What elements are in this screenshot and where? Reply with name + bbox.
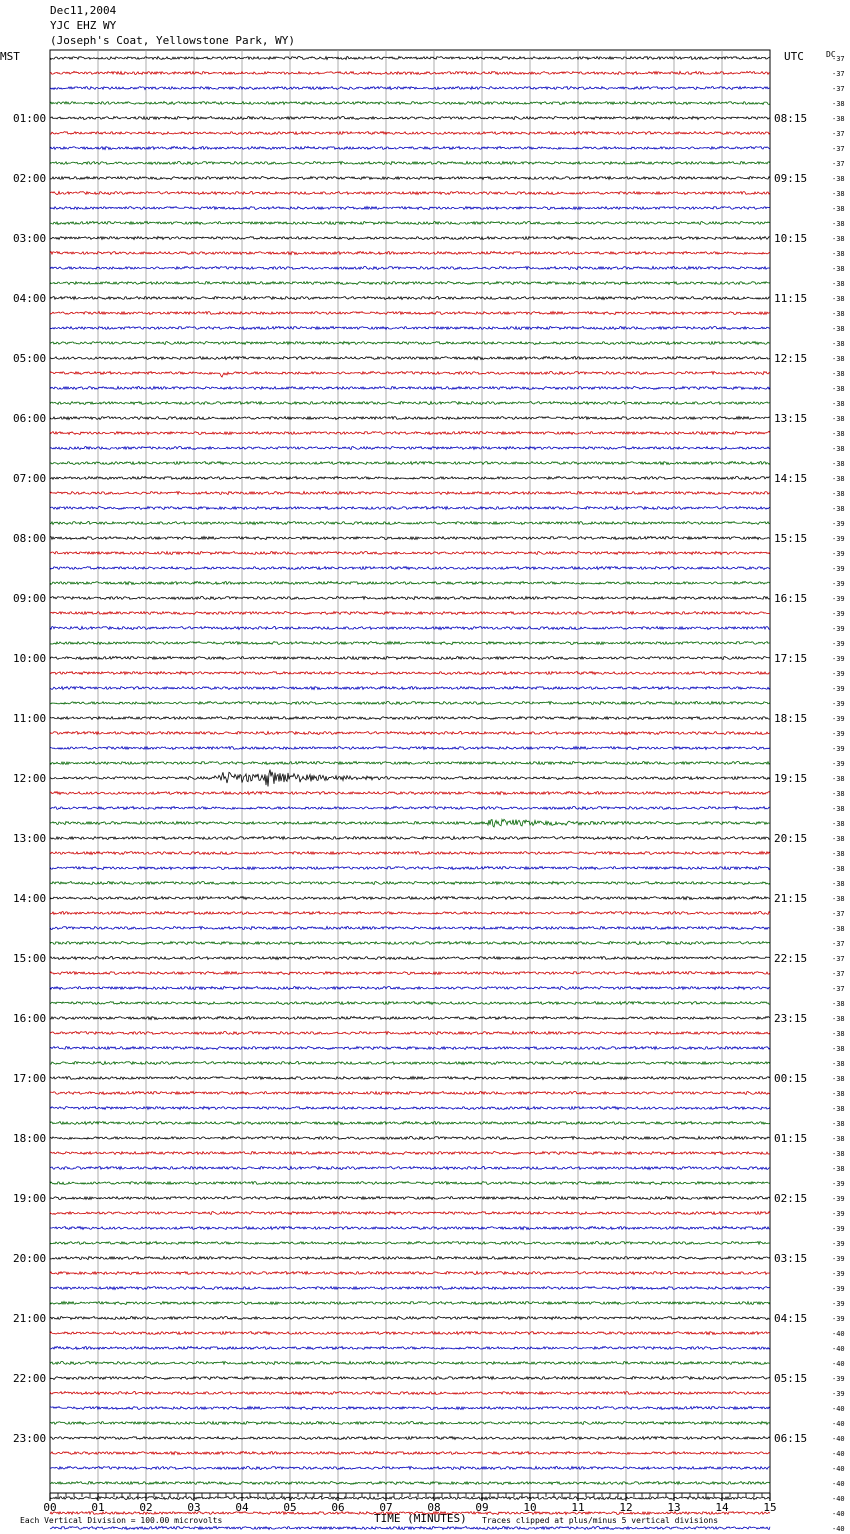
trace-line (50, 491, 770, 494)
hour-label-left: 20:00 (13, 1252, 47, 1265)
hour-label-right: 05:15 (774, 1372, 808, 1385)
trace-line (50, 806, 770, 809)
dc-offset-label: -40 (832, 1420, 845, 1428)
trace-line (50, 896, 770, 899)
trace-line (50, 1062, 770, 1065)
x-tick-label: 06 (331, 1501, 345, 1514)
trace-line (50, 770, 770, 787)
hour-label-right: 02:15 (774, 1192, 808, 1205)
trace-line (50, 791, 770, 794)
dc-offset-label: -38 (832, 325, 845, 333)
x-axis-title: TIME (MINUTES) (374, 1512, 467, 1525)
trace-line (50, 87, 770, 90)
trace-line (50, 56, 770, 59)
dc-offset-label: -38 (832, 235, 845, 243)
trace-line (50, 132, 770, 135)
trace-line (50, 1167, 770, 1170)
x-tick-label: 09 (475, 1501, 489, 1514)
hour-label-right: 16:15 (774, 592, 808, 605)
trace-line (50, 356, 770, 359)
dc-offset-label: -38 (832, 100, 845, 108)
dc-offset-label: -38 (832, 820, 845, 828)
trace-line (50, 1346, 770, 1349)
trace-line (50, 1196, 770, 1199)
dc-offset-label: -38 (832, 190, 845, 198)
dc-offset-label: -38 (832, 475, 845, 483)
dc-offset-label: -38 (832, 1135, 845, 1143)
trace-line (50, 1361, 770, 1364)
dc-offset-label: -38 (832, 490, 845, 498)
dc-offset-label: -38 (832, 1075, 845, 1083)
trace-line (50, 386, 770, 389)
trace-line (50, 237, 770, 240)
station-location: (Joseph's Coat, Yellowstone Park, WY) (50, 34, 296, 47)
hour-label-right: 03:15 (774, 1252, 808, 1265)
dc-offset-label: -40 (832, 1465, 845, 1473)
hour-label-left: 13:00 (13, 832, 47, 845)
trace-line (50, 672, 770, 675)
trace-line (50, 1016, 770, 1019)
dc-offset-label: -39 (832, 1195, 845, 1203)
trace-line (50, 1377, 770, 1380)
dc-offset-label: -39 (832, 1285, 845, 1293)
dc-offset-label: -40 (832, 1435, 845, 1443)
trace-line (50, 926, 770, 929)
trace-line (50, 1466, 770, 1469)
trace-line (50, 1272, 770, 1275)
hour-label-left: 15:00 (13, 952, 47, 965)
dc-offset-label: -37 (832, 955, 845, 963)
hour-label-right: 18:15 (774, 712, 808, 725)
dc-offset-label: -38 (832, 805, 845, 813)
hour-label-left: 03:00 (13, 232, 47, 245)
trace-line (50, 596, 770, 599)
trace-line (50, 431, 770, 434)
x-tick-label: 03 (187, 1501, 201, 1514)
trace-line (50, 1437, 770, 1440)
dc-offset-label: -39 (832, 745, 845, 753)
hour-label-right: 00:15 (774, 1072, 808, 1085)
dc-offset-label: -38 (832, 430, 845, 438)
left-zone-label: MST (0, 50, 20, 63)
dc-offset-label: -38 (832, 1165, 845, 1173)
dc-offset-label: -40 (832, 1330, 845, 1338)
trace-line (50, 221, 770, 224)
hour-label-right: 13:15 (774, 412, 808, 425)
dc-offset-label: -38 (832, 1015, 845, 1023)
dc-offset-label: -37 (832, 130, 845, 138)
dc-offset-label: -38 (832, 280, 845, 288)
dc-offset-label: -39 (832, 565, 845, 573)
trace-line (50, 522, 770, 525)
trace-line (50, 717, 770, 720)
dc-offset-label: -38 (832, 880, 845, 888)
trace-line (50, 1451, 770, 1454)
hour-label-right: 14:15 (774, 472, 808, 485)
trace-line (50, 417, 770, 420)
trace-line (50, 1301, 770, 1304)
trace-line (50, 1182, 770, 1185)
trace-line (50, 866, 770, 869)
dc-offset-label: -38 (832, 1150, 845, 1158)
trace-line (50, 911, 770, 914)
x-tick-label: 01 (91, 1501, 105, 1514)
dc-offset-label: -40 (832, 1450, 845, 1458)
hour-label-left: 21:00 (13, 1312, 47, 1325)
trace-line (50, 1316, 770, 1319)
dc-offset-label: -37 (832, 70, 845, 78)
x-tick-label: 08 (427, 1501, 441, 1514)
hour-label-right: 22:15 (774, 952, 808, 965)
trace-line (50, 837, 770, 840)
dc-offset-label: -39 (832, 640, 845, 648)
hour-label-right: 09:15 (774, 172, 808, 185)
dc-offset-label: -40 (832, 1495, 845, 1503)
trace-line (50, 266, 770, 269)
dc-offset-label: -40 (832, 1360, 845, 1368)
scale-note: Each Vertical Division = 100.00 microvolts (20, 1516, 223, 1525)
trace-line (50, 251, 770, 254)
trace-line (50, 567, 770, 570)
trace-line (50, 581, 770, 584)
trace-line (50, 852, 770, 855)
hour-label-left: 04:00 (13, 292, 47, 305)
trace-line (50, 627, 770, 630)
dc-offset-label: -38 (832, 505, 845, 513)
trace-line (50, 942, 770, 945)
dc-offset-label: -39 (832, 535, 845, 543)
dc-offset-label: -39 (832, 715, 845, 723)
dc-offset-label: -38 (832, 115, 845, 123)
dc-offset-label: -38 (832, 175, 845, 183)
dc-offset-label: -37 (832, 85, 845, 93)
dc-offset-label: -38 (832, 340, 845, 348)
trace-line (50, 1332, 770, 1335)
trace-line (50, 297, 770, 300)
trace-line (50, 476, 770, 479)
trace-line (50, 116, 770, 119)
hour-label-right: 17:15 (774, 652, 808, 665)
dc-offset-label: -39 (832, 1390, 845, 1398)
hour-label-left: 01:00 (13, 112, 47, 125)
hour-label-right: 10:15 (774, 232, 808, 245)
trace-line (50, 71, 770, 74)
trace-line (50, 101, 770, 104)
trace-line (50, 1047, 770, 1050)
hour-label-right: 21:15 (774, 892, 808, 905)
trace-line (50, 971, 770, 974)
hour-label-left: 16:00 (13, 1012, 47, 1025)
hour-label-left: 19:00 (13, 1192, 47, 1205)
dc-offset-label: -38 (832, 265, 845, 273)
trace-line (50, 1121, 770, 1124)
dc-offset-label: -38 (832, 415, 845, 423)
dc-offset-label: -39 (832, 1255, 845, 1263)
trace-line (50, 1526, 770, 1529)
trace-line (50, 507, 770, 510)
dc-offset-label: -39 (832, 670, 845, 678)
hour-label-left: 22:00 (13, 1372, 47, 1385)
hour-label-left: 14:00 (13, 892, 47, 905)
trace-line (50, 282, 770, 285)
dc-offset-label: -37 (832, 55, 845, 63)
dc-offset-label: -38 (832, 775, 845, 783)
record-date: Dec11,2004 (50, 4, 117, 17)
dc-offset-label: -38 (832, 400, 845, 408)
trace-line (50, 819, 770, 827)
trace-line (50, 1406, 770, 1409)
hour-label-left: 02:00 (13, 172, 47, 185)
trace-line (50, 881, 770, 884)
dc-offset-label: -37 (832, 970, 845, 978)
dc-offset-label: -39 (832, 1225, 845, 1233)
trace-line (50, 1241, 770, 1244)
dc-offset-label: -39 (832, 1270, 845, 1278)
hour-label-right: 19:15 (774, 772, 808, 785)
dc-offset-label: -40 (832, 1510, 845, 1518)
right-zone-label: UTC (784, 50, 804, 63)
dc-offset-label: -37 (832, 145, 845, 153)
dc-offset-label: -39 (832, 520, 845, 528)
hour-label-left: 23:00 (13, 1432, 47, 1445)
trace-line (50, 402, 770, 405)
trace-line (50, 1512, 770, 1515)
dc-offset-label: -38 (832, 1105, 845, 1113)
dc-offset-label: -39 (832, 730, 845, 738)
trace-line (50, 1107, 770, 1110)
trace-line (50, 1031, 770, 1034)
dc-offset-label: -39 (832, 550, 845, 558)
trace-line (50, 326, 770, 329)
trace-line (50, 761, 770, 764)
dc-offset-label: -39 (832, 595, 845, 603)
hour-label-left: 10:00 (13, 652, 47, 665)
dc-offset-label: -38 (832, 850, 845, 858)
trace-line (50, 1002, 770, 1005)
dc-offset-label: -39 (832, 580, 845, 588)
hour-label-right: 23:15 (774, 1012, 808, 1025)
hour-label-left: 08:00 (13, 532, 47, 545)
trace-line (50, 342, 770, 345)
trace-line (50, 1421, 770, 1424)
trace-line (50, 957, 770, 960)
trace-line (50, 747, 770, 750)
dc-offset-label: -40 (832, 1405, 845, 1413)
trace-line (50, 1136, 770, 1139)
dc-offset-label: -39 (832, 625, 845, 633)
dc-offset-label: -38 (832, 835, 845, 843)
dc-offset-label: -38 (832, 295, 845, 303)
dc-offset-label: -37 (832, 940, 845, 948)
dc-offset-label: -39 (832, 655, 845, 663)
station-code: YJC EHZ WY (50, 19, 117, 32)
hour-label-right: 20:15 (774, 832, 808, 845)
hour-label-right: 06:15 (774, 1432, 808, 1445)
trace-line (50, 701, 770, 704)
trace-line (50, 161, 770, 164)
dc-offset-label: -38 (832, 1000, 845, 1008)
dc-offset-label: -39 (832, 610, 845, 618)
trace-line (50, 146, 770, 149)
trace-line (50, 1287, 770, 1290)
hour-label-right: 08:15 (774, 112, 808, 125)
trace-line (50, 447, 770, 450)
trace-line (50, 1226, 770, 1229)
x-tick-label: 07 (379, 1501, 393, 1514)
dc-offset-label: -39 (832, 685, 845, 693)
dc-offset-label: -39 (832, 760, 845, 768)
dc-offset-label: -39 (832, 1315, 845, 1323)
trace-line (50, 1077, 770, 1080)
trace-line (50, 192, 770, 195)
dc-offset-label: -38 (832, 310, 845, 318)
dc-offset-label: -38 (832, 1090, 845, 1098)
dc-offset-label: -38 (832, 865, 845, 873)
hour-label-right: 04:15 (774, 1312, 808, 1325)
dc-offset-label: -38 (832, 205, 845, 213)
x-tick-label: 15 (763, 1501, 777, 1514)
x-tick-label: 11 (571, 1501, 585, 1514)
trace-line (50, 732, 770, 735)
trace-line (50, 312, 770, 315)
dc-offset-label: -38 (832, 250, 845, 258)
hour-label-left: 18:00 (13, 1132, 47, 1145)
trace-line (50, 686, 770, 689)
dc-offset-label: -38 (832, 220, 845, 228)
hour-label-right: 01:15 (774, 1132, 808, 1145)
dc-offset-label: -37 (832, 160, 845, 168)
trace-line (50, 177, 770, 180)
dc-offset-label: -37 (832, 985, 845, 993)
hour-label-left: 12:00 (13, 772, 47, 785)
hour-label-left: 09:00 (13, 592, 47, 605)
trace-line (50, 986, 770, 989)
hour-label-right: 12:15 (774, 352, 808, 365)
x-tick-label: 10 (523, 1501, 537, 1514)
dc-offset-label: -38 (832, 790, 845, 798)
x-tick-label: 04 (235, 1501, 249, 1514)
dc-offset-label: -38 (832, 1060, 845, 1068)
trace-line (50, 371, 770, 377)
dc-offset-label: -39 (832, 700, 845, 708)
hour-label-left: 11:00 (13, 712, 47, 725)
trace-line (50, 1212, 770, 1215)
trace-line (50, 612, 770, 615)
trace-line (50, 551, 770, 554)
dc-offset-label: -38 (832, 925, 845, 933)
x-tick-label: 00 (43, 1501, 57, 1514)
dc-offset-label: -39 (832, 1180, 845, 1188)
dc-offset-label: -40 (832, 1525, 845, 1533)
trace-line (50, 461, 770, 464)
x-tick-label: 12 (619, 1501, 633, 1514)
dc-offset-label: -39 (832, 1210, 845, 1218)
dc-offset-label: -38 (832, 895, 845, 903)
hour-label-left: 05:00 (13, 352, 47, 365)
hour-label-left: 06:00 (13, 412, 47, 425)
trace-line (50, 1152, 770, 1155)
hour-label-left: 17:00 (13, 1072, 47, 1085)
dc-offset-label: -38 (832, 1045, 845, 1053)
dc-offset-label: -38 (832, 1030, 845, 1038)
trace-line (50, 642, 770, 645)
dc-offset-label: -38 (832, 445, 845, 453)
trace-line (50, 656, 770, 659)
x-tick-label: 05 (283, 1501, 297, 1514)
trace-line (50, 1482, 770, 1485)
dc-offset-label: -39 (832, 1300, 845, 1308)
dc-offset-label: -38 (832, 385, 845, 393)
dc-offset-label: -38 (832, 370, 845, 378)
dc-offset-label: -38 (832, 355, 845, 363)
plot-frame (50, 50, 770, 1493)
hour-label-right: 11:15 (774, 292, 808, 305)
dc-offset-label: -38 (832, 1120, 845, 1128)
dc-offset-label: -37 (832, 910, 845, 918)
dc-offset-label: -40 (832, 1480, 845, 1488)
dc-label: DC (826, 50, 836, 59)
trace-line (50, 207, 770, 210)
dc-offset-label: -38 (832, 460, 845, 468)
trace-line (50, 536, 770, 539)
clip-note: Traces clipped at plus/minus 5 vertical divisions (482, 1516, 719, 1525)
trace-line (50, 1392, 770, 1395)
x-tick-label: 02 (139, 1501, 153, 1514)
hour-label-right: 15:15 (774, 532, 808, 545)
dc-offset-label: -39 (832, 1240, 845, 1248)
trace-line (50, 1091, 770, 1094)
x-tick-label: 13 (667, 1501, 681, 1514)
x-tick-label: 14 (715, 1501, 729, 1514)
trace-line (50, 1256, 770, 1259)
dc-offset-label: -40 (832, 1345, 845, 1353)
hour-label-left: 07:00 (13, 472, 47, 485)
dc-offset-label: -39 (832, 1375, 845, 1383)
